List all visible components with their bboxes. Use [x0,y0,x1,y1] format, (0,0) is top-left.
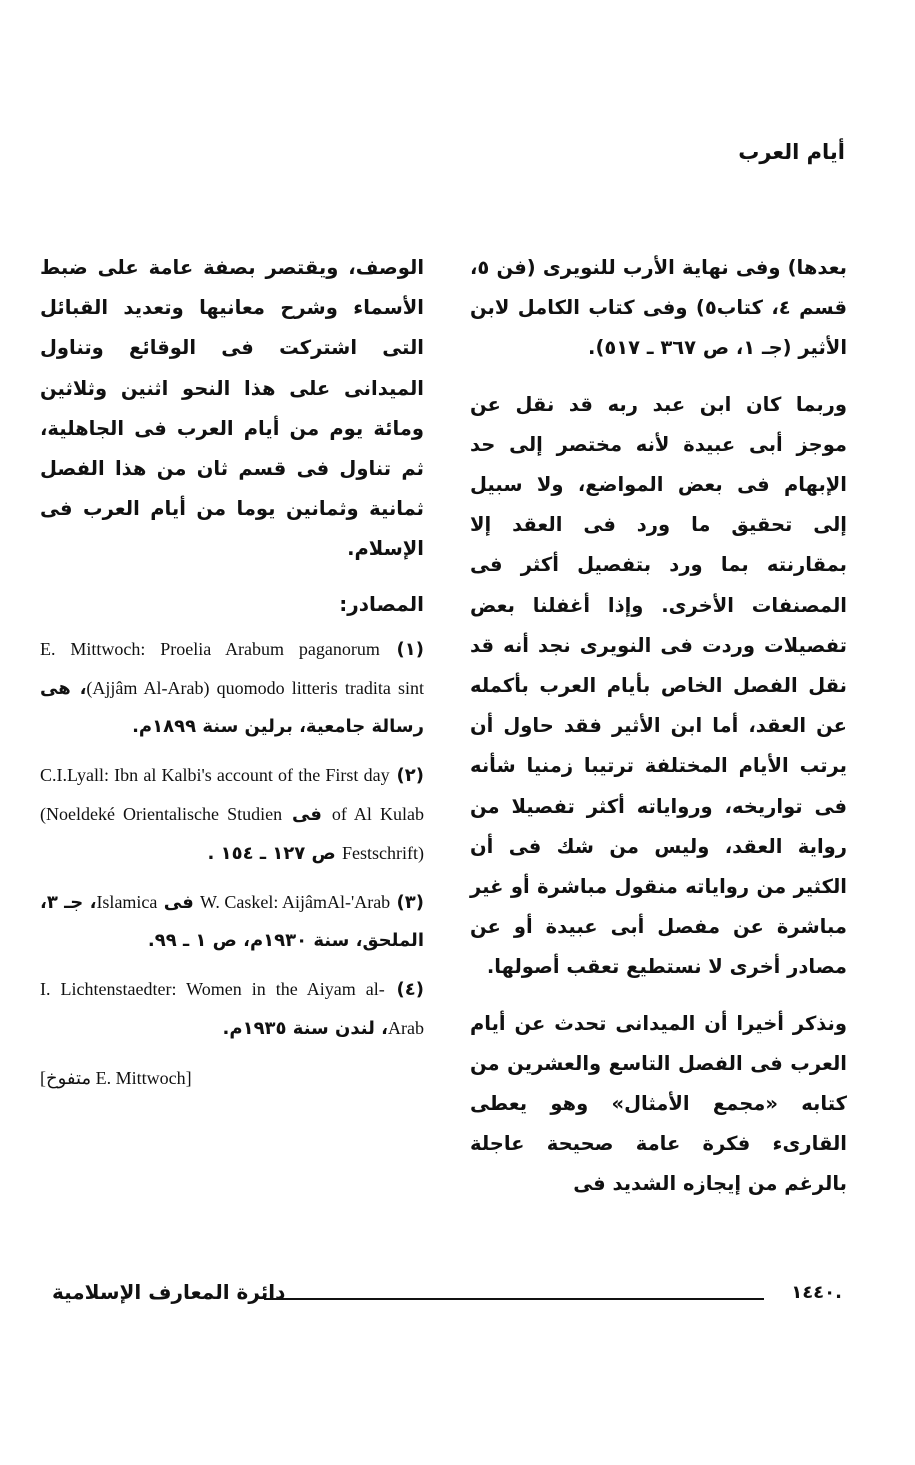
reference-item [40,970,424,1048]
reference-latin-text-2: (Noeldeké Orientalische Studien Festschrift) [40,803,424,863]
right-column [470,248,847,1205]
reference-arabic-text-2: ، جـ ٣، الملحق، سنة ١٩٣٠م، ص ١ ـ ٩٩. [40,891,424,951]
reference-arabic-text: فى [291,803,322,825]
running-header: أيام العرب [738,140,845,164]
reference-arabic-text: فى [163,891,194,913]
reference-item [40,883,424,960]
left-column [40,248,424,1098]
reference-latin-text-2: Islamica [96,891,158,912]
reference-item [40,630,424,746]
left-paragraph-1: الوصف، ويقتصر بصفة عامة على ضبط الأسماء وشرح معانيها وتعديد القبائل التى اشتركت فى الوقائع وتناول الميدانى على هذا النحو اثنين وثلاثين ومائة يوم من أيام العرب فى الجاهلية، ثم تناول فى قسم ثان من هذا الفصل ثمانية وثمانين يوما من أيام العرب فى الإسلام. [40,256,424,561]
reference-number: (٤) [396,978,424,1000]
right-paragraph-1: بعدها) وفى نهاية الأرب للنويرى (فن ٥، قسم ٤، كتاب٥) وفى كتاب الكامل لابن الأثير (جـ ١، ص ٣٦٧ ـ ٥١٧). [470,256,847,360]
publisher-name: دائرة المعارف الإسلامية [52,1280,286,1304]
page-number: ١٤٤٠. [791,1282,842,1303]
reference-number: (٢) [396,764,424,786]
reference-arabic-text: ، لندن سنة ١٩٣٥م. [222,1017,389,1039]
reference-number: (٣) [396,891,424,913]
reference-latin-text: C.I.Lyall: Ibn al Kalbi's account of the First day of Al Kulab [40,764,424,824]
footer-rule [264,1298,764,1300]
right-paragraph-2: وربما كان ابن عبد ربه قد نقل عن موجز أبى عبيدة لأنه مختصر إلى حد الإبهام فى بعض المواضع، ولا سبيل إلى تحقيق ما ورد فى العقد إلا بمقارنته بما ورد بتفصيل أكثر فى المصنفات الأخرى. وإذا أغفلنا بعض تفصيلات وردت فى النويرى نجد أنه قد نقل الفصل الخاص بأيام العرب بأكمله عن العقد، أما ابن الأثير فقد حاول أن يرتب الأيام المختلفة ترتيبا زمنيا شأنه فى تواريخه، ورواياته أكثر تفصيلا من رواية العقد، وليس من شك فى أن الكثير من رواياته منقول مباشرة أو غير مباشرة عن مفصل أبى عبيدة أو عن مصادر أخرى لا نستطيع تعقب أصولها. [470,392,847,979]
reference-latin-text: W. Caskel: AijâmAl-'Arab [200,891,391,912]
reference-arabic-text-2: ص ١٢٧ ـ ١٥٤ . [207,842,336,864]
reference-latin-text: E. Mittwoch: Proelia Arabum paganorum (Ajjâm Al-Arab) quomodo litteris tradita sint [40,638,424,698]
right-paragraph-3: ونذكر أخيرا أن الميدانى تحدث عن أيام العرب فى الفصل التاسع والعشرين من كتابه «مجمع الأمثال» وهو يعطى القارىء فكرة عامة صحيحة عاجلة بالرغم من إيجازه الشديد فى [470,1011,847,1196]
reference-arabic-text: ، هى رسالة جامعية، برلين سنة ١٨٩٩م. [40,677,424,737]
reference-item [40,756,424,873]
reference-number: (١) [396,638,424,660]
page-footer [52,1280,842,1310]
reference-latin-text: I. Lichtenstaedter: Women in the Aiyam al-Arab [40,978,424,1038]
sources-heading: المصادر: [339,591,424,616]
author-signature: [E. Mittwoch متفوخ] [40,1067,192,1088]
